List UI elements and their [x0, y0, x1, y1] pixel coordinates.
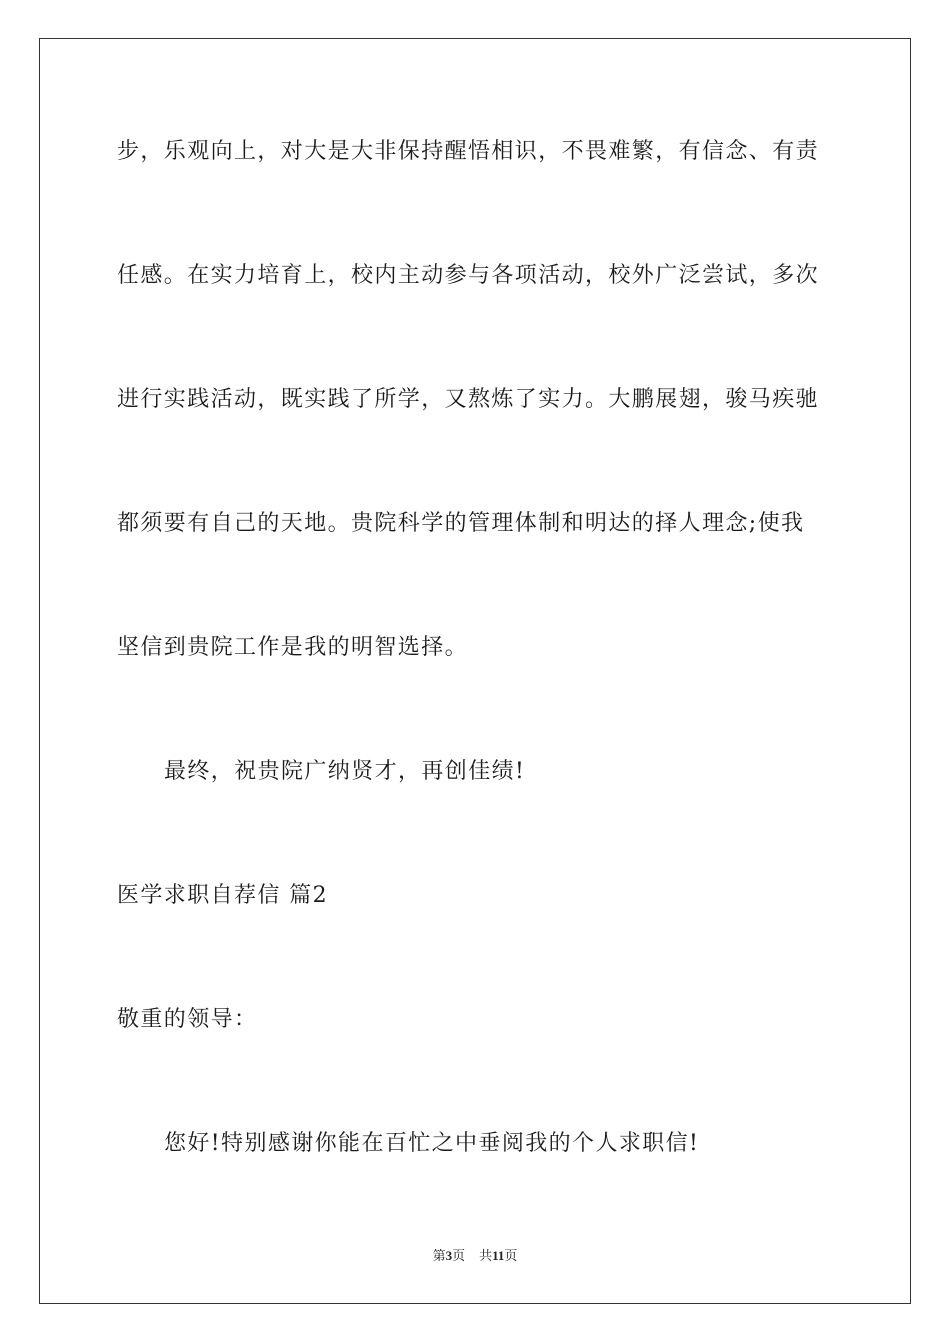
- section-title: 医学求职自荐信 篇2: [117, 883, 328, 908]
- paragraph-line-5: 坚信到贵院工作是我的明智选择。: [117, 635, 469, 660]
- page-prefix: 第: [432, 1248, 446, 1263]
- total-prefix: 共: [479, 1248, 493, 1263]
- page-border: [39, 38, 911, 1304]
- paragraph-line-1: 步，乐观向上，对大是大非保持醒悟相识，不畏难繁，有信念、有责: [117, 139, 820, 164]
- page-suffix: 页: [452, 1248, 466, 1263]
- paragraph-line-4: 都须要有自己的天地。贵院科学的管理体制和明达的择人理念;使我: [117, 511, 805, 536]
- paragraph-line-2: 任感。在实力培育上，校内主动参与各项活动，校外广泛尝试，多次: [117, 263, 820, 288]
- total-pages: 11: [492, 1248, 505, 1263]
- salutation: 敬重的领导：: [117, 1007, 258, 1032]
- page-number: 3: [445, 1248, 453, 1263]
- closing-line: 最终，祝贵院广纳贤才，再创佳绩!: [164, 759, 526, 784]
- paragraph-line-3: 进行实践活动，既实践了所学，又熬炼了实力。大鹏展翅，骏马疾驰: [117, 387, 820, 412]
- page-footer: [0, 1247, 950, 1265]
- greeting-line: 您好!特别感谢你能在百忙之中垂阅我的个人求职信!: [164, 1131, 700, 1156]
- total-suffix: 页: [504, 1248, 518, 1263]
